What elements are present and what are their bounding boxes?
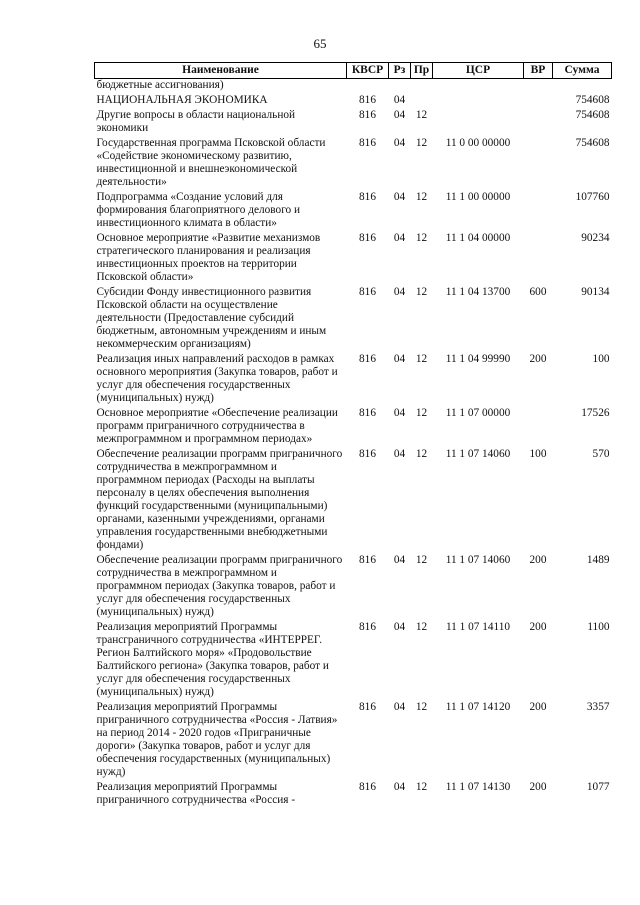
cell-sum: 90134 bbox=[581, 286, 610, 298]
cell-pr: 12 bbox=[415, 554, 428, 566]
cell-sum: 17526 bbox=[581, 407, 610, 419]
table-row bbox=[95, 109, 612, 137]
cell-name: Основное мероприятие «Развитие механизмов стратегического планирования и реализация инвестиционных проектов на территории Псковской области» bbox=[96, 232, 321, 283]
cell-vr bbox=[524, 191, 553, 232]
cell-vr: 200 bbox=[529, 621, 547, 633]
cell-kvsr: 816 bbox=[359, 407, 376, 419]
table-row bbox=[95, 353, 612, 407]
cell-name: Обеспечение реализации программ приграничного сотрудничества в межпрограммном и программном периодах (Закупка товаров, работ и услуг для обеспечения государственных (муниципальных) нужд) bbox=[96, 554, 343, 618]
table-row bbox=[95, 94, 612, 109]
cell-csr: 11 1 00 00000 bbox=[445, 191, 511, 203]
table-row bbox=[95, 286, 612, 353]
cell-kvsr: 816 bbox=[359, 701, 376, 713]
header-vr: ВР bbox=[524, 63, 553, 79]
cell-sum: 107760 bbox=[575, 191, 610, 203]
cell-kvsr: 816 bbox=[359, 232, 376, 244]
cell-sum: 1100 bbox=[587, 621, 610, 633]
cell-kvsr: 816 bbox=[359, 137, 376, 149]
cell-sum: 1077 bbox=[586, 781, 610, 793]
cell-csr: 11 1 07 14120 bbox=[445, 701, 511, 713]
table-row bbox=[95, 79, 612, 95]
table-row bbox=[95, 407, 612, 448]
cell-kvsr: 816 bbox=[359, 621, 376, 633]
cell-name: Обеспечение реализации программ приграничного сотрудничества в межпрограммном и программном периодах (Расходы на выплаты персоналу в целях обеспечения выполнения функций государственными (муниципальными) органами, казенными учреждениями, органами управления государственными внебюджетными фондами) bbox=[96, 448, 343, 551]
cell-kvsr: 816 bbox=[359, 286, 376, 298]
table-row bbox=[95, 701, 612, 781]
cell-rz: 04 bbox=[393, 353, 406, 365]
cell-csr: 11 1 04 13700 bbox=[445, 286, 511, 298]
table-row bbox=[95, 137, 612, 191]
cell-kvsr: 816 bbox=[359, 781, 376, 793]
cell-pr: 12 bbox=[415, 286, 428, 298]
budget-table bbox=[94, 62, 612, 809]
cell-name: Реализация иных направлений расходов в рамках основного мероприятия (Закупка товаров, работ и услуг для обеспечения государственных (муниципальных) нужд) bbox=[96, 353, 338, 404]
table-row bbox=[95, 191, 612, 232]
cell-pr: 12 bbox=[415, 781, 428, 793]
header-rz: Рз bbox=[389, 63, 411, 79]
cell-kvsr: 816 bbox=[359, 448, 376, 460]
cell-rz: 04 bbox=[393, 232, 406, 244]
cell-csr bbox=[433, 94, 524, 109]
cell-name: бюджетные ассигнования) bbox=[96, 79, 224, 91]
cell-kvsr: 816 bbox=[359, 109, 376, 121]
cell-csr: 11 1 04 99990 bbox=[445, 353, 511, 365]
cell-kvsr bbox=[347, 79, 389, 95]
cell-rz: 04 bbox=[393, 109, 406, 121]
cell-kvsr: 816 bbox=[359, 191, 376, 203]
page-number: 65 bbox=[313, 36, 327, 51]
cell-pr: 12 bbox=[415, 109, 428, 121]
cell-csr: 11 1 07 14110 bbox=[445, 621, 511, 633]
table-header bbox=[95, 63, 612, 79]
cell-csr: 11 0 00 00000 bbox=[445, 137, 511, 149]
cell-vr bbox=[524, 407, 553, 448]
cell-vr bbox=[524, 94, 553, 109]
cell-csr bbox=[433, 79, 524, 95]
cell-csr: 11 1 07 00000 bbox=[445, 407, 511, 419]
cell-csr: 11 1 07 14060 bbox=[445, 554, 511, 566]
cell-rz: 04 bbox=[393, 781, 406, 793]
cell-vr: 100 bbox=[529, 448, 547, 460]
cell-name: Другие вопросы в области национальной экономики bbox=[96, 109, 296, 134]
cell-vr bbox=[524, 137, 553, 191]
cell-vr bbox=[524, 79, 553, 95]
cell-vr bbox=[524, 232, 553, 286]
table-body bbox=[95, 79, 612, 810]
cell-name: Государственная программа Псковской области «Содействие экономическому развитию, инвестиционной и внешнеэкономической деятельности» bbox=[96, 137, 326, 188]
cell-kvsr: 816 bbox=[359, 353, 376, 365]
cell-name: Реализация мероприятий Программы приграничного сотрудничества «Россия - Латвия» на период 2014 - 2020 годов «Приграничные дороги» (Закупка товаров, работ и услуг для обеспечения государственных (муниципальных) нужд) bbox=[96, 701, 338, 778]
cell-sum: 1489 bbox=[586, 554, 610, 566]
cell-pr bbox=[411, 79, 433, 95]
table-row bbox=[95, 554, 612, 621]
cell-name: Реализация мероприятий Программы приграничного сотрудничества «Россия - bbox=[96, 781, 296, 806]
cell-pr bbox=[411, 94, 433, 109]
cell-csr: 11 1 07 14130 bbox=[445, 781, 511, 793]
cell-vr: 200 bbox=[529, 554, 547, 566]
header-name: Наименование bbox=[95, 63, 347, 79]
cell-pr: 12 bbox=[415, 621, 428, 633]
cell-sum: 754608 bbox=[575, 137, 610, 149]
table-row bbox=[95, 232, 612, 286]
cell-csr bbox=[433, 109, 524, 137]
cell-vr bbox=[524, 109, 553, 137]
cell-pr: 12 bbox=[415, 448, 428, 460]
header-csr: ЦСР bbox=[433, 63, 524, 79]
cell-kvsr: 816 bbox=[359, 554, 376, 566]
header-sum: Сумма bbox=[553, 63, 612, 79]
cell-sum: 754608 bbox=[575, 94, 610, 106]
table-row bbox=[95, 448, 612, 554]
cell-pr: 12 bbox=[415, 701, 428, 713]
cell-rz: 04 bbox=[393, 94, 406, 106]
cell-sum: 90234 bbox=[581, 232, 610, 244]
cell-rz: 04 bbox=[393, 701, 406, 713]
cell-rz: 04 bbox=[393, 407, 406, 419]
cell-rz: 04 bbox=[393, 448, 406, 460]
cell-sum: 3357 bbox=[586, 701, 610, 713]
cell-pr: 12 bbox=[415, 191, 428, 203]
header-pr: Пр bbox=[411, 63, 433, 79]
cell-pr: 12 bbox=[415, 407, 428, 419]
cell-name: Реализация мероприятий Программы трансграничного сотрудничества «ИНТЕРРЕГ. Регион Балтийского моря» «Продовольствие Балтийского региона» (Закупка товаров, работ и услуг для обеспечения государственных (муниципальных) нужд) bbox=[96, 621, 329, 698]
cell-vr: 200 bbox=[529, 781, 547, 793]
cell-rz: 04 bbox=[393, 554, 406, 566]
cell-name: Подпрограмма «Создание условий для формирования благоприятного делового и инвестиционного климата в области» bbox=[96, 191, 301, 229]
cell-rz: 04 bbox=[393, 286, 406, 298]
cell-rz: 04 bbox=[393, 137, 406, 149]
cell-kvsr: 816 bbox=[359, 94, 376, 106]
cell-sum: 570 bbox=[592, 448, 610, 460]
cell-sum: 100 bbox=[592, 353, 610, 365]
cell-name: НАЦИОНАЛЬНАЯ ЭКОНОМИКА bbox=[96, 94, 268, 106]
cell-pr: 12 bbox=[415, 232, 428, 244]
cell-vr: 200 bbox=[529, 353, 547, 365]
cell-csr: 11 1 04 00000 bbox=[445, 232, 511, 244]
cell-pr: 12 bbox=[415, 137, 428, 149]
cell-rz: 04 bbox=[393, 191, 406, 203]
cell-name: Основное мероприятие «Обеспечение реализации программ приграничного сотрудничества в межпрограммном и программном периодах» bbox=[96, 407, 338, 445]
cell-vr: 200 bbox=[529, 701, 547, 713]
cell-name: Субсидии Фонду инвестиционного развития Псковской области на осуществление деятельности (Предоставление субсидий бюджетным, автономным учреждениям и иным некоммерческим организациям) bbox=[96, 286, 327, 350]
cell-sum bbox=[553, 79, 612, 95]
table-row bbox=[95, 621, 612, 701]
cell-sum: 754608 bbox=[575, 109, 610, 121]
table-row bbox=[95, 781, 612, 809]
cell-rz: 04 bbox=[393, 621, 406, 633]
cell-csr: 11 1 07 14060 bbox=[445, 448, 511, 460]
cell-vr: 600 bbox=[529, 286, 547, 298]
header-kvsr: КВСР bbox=[347, 63, 389, 79]
cell-pr: 12 bbox=[415, 353, 428, 365]
cell-rz bbox=[389, 79, 411, 95]
